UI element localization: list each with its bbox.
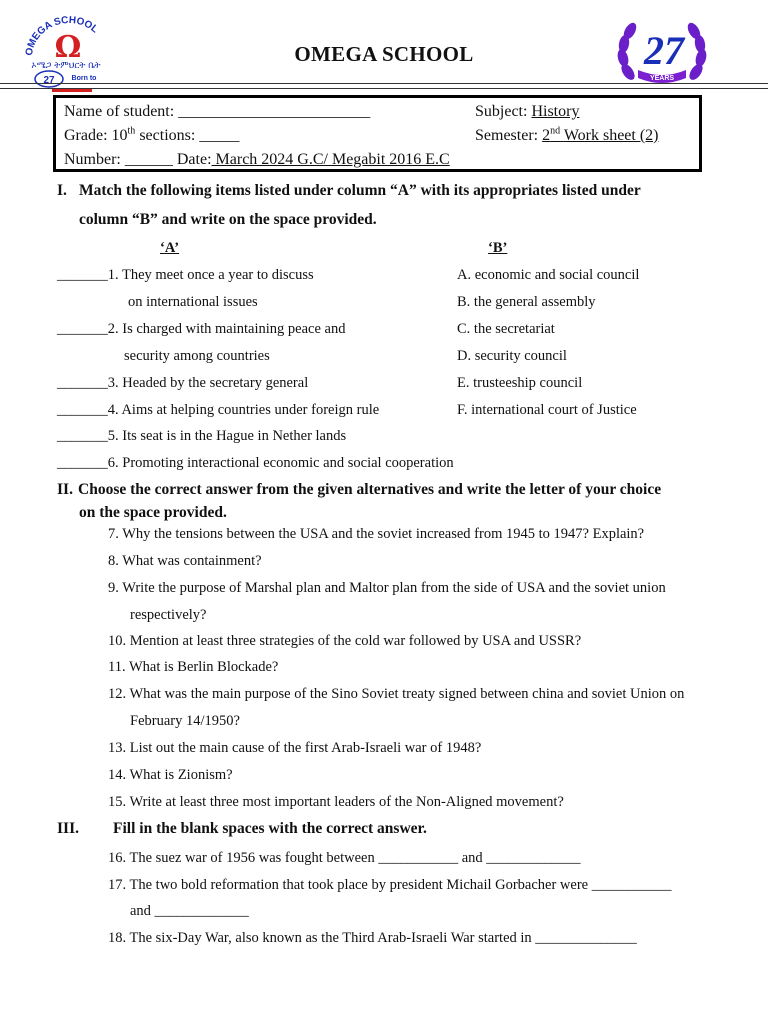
grade-row — [64, 127, 239, 145]
anniversary-number: 27 — [644, 28, 684, 73]
match-item-2-cont: security among countries — [124, 348, 270, 364]
match-item-text: 4. Aims at helping countries under foreign rule — [107, 402, 380, 418]
logo-arc-text: OMEGA SCHOOL — [23, 16, 101, 57]
question-number: 11. — [108, 659, 126, 675]
question-13 — [108, 740, 481, 757]
question-number: 13. — [108, 740, 127, 756]
question-11 — [108, 659, 278, 676]
subject-row — [475, 103, 579, 121]
section-3-numeral: III. — [57, 820, 79, 837]
date-label: Date: — [176, 151, 212, 168]
grade-label: Grade: 10 — [64, 127, 128, 144]
question-8 — [108, 553, 262, 570]
match-item-text: 3. Headed by the secretary general — [107, 375, 309, 391]
question-number: 9. — [108, 580, 119, 596]
match-item-6 — [57, 455, 454, 472]
option-e: E. trusteeship council — [457, 375, 583, 391]
question-text: The two bold reformation that took place by president Michail Gorbacher were ___________ — [129, 877, 672, 893]
match-item-4 — [57, 402, 379, 419]
question-number: 17. — [108, 877, 127, 893]
semester-value: Work sheet (2) — [563, 127, 659, 144]
semester-row — [475, 127, 659, 145]
logo-amharic-text: ኦሜጋ ትምህርት ቤት — [31, 61, 101, 71]
semester-sup: nd — [550, 125, 561, 137]
question-number: 15. — [108, 794, 127, 810]
question-text: Write the purpose of Marshal plan and Maltor plan from the side of USA and the soviet union — [122, 580, 666, 596]
question-15 — [108, 794, 564, 811]
section-3-title: Fill in the blank spaces with the correct answer. — [113, 820, 427, 837]
question-12-cont: February 14/1950? — [130, 713, 240, 729]
question-17 — [108, 877, 671, 894]
question-17-cont: and _____________ — [130, 903, 249, 919]
section-1-instruction-line2: column “B” and write on the space provided. — [79, 211, 377, 228]
number-date-row — [64, 151, 450, 169]
question-text: What was the main purpose of the Sino Soviet treaty signed between china and soviet Union on — [129, 686, 685, 702]
section-2-numeral: II. — [57, 481, 73, 498]
match-item-1-cont: on international issues — [128, 294, 258, 310]
logo-number: 27 — [43, 75, 55, 86]
match-item-1 — [57, 267, 314, 284]
question-text: Why the tensions between the USA and the soviet increased from 1945 to 1947? Explain? — [122, 526, 645, 542]
question-text: What was containment? — [122, 553, 262, 569]
question-number: 7. — [108, 526, 119, 542]
match-blank[interactable]: _______ — [57, 455, 108, 471]
option-d: D. security council — [457, 348, 567, 364]
semester-label: Semester: — [475, 127, 539, 144]
column-a-heading: ‘A’ — [160, 240, 180, 256]
match-blank[interactable]: _______ — [57, 375, 108, 391]
match-item-text: 1. They meet once a year to discuss — [107, 267, 314, 283]
option-c: C. the secretariat — [457, 321, 555, 337]
student-name-row — [64, 103, 370, 121]
match-item-text: 2. Is charged with maintaining peace and — [107, 321, 346, 337]
date-value: March 2024 G.C/ Megabit 2016 E.C — [211, 151, 450, 168]
question-text: What is Zionism? — [129, 767, 233, 783]
question-7 — [108, 526, 644, 543]
match-item-5 — [57, 428, 346, 445]
section-1-instruction-line1: Match the following items listed under column “A” with its appropriates listed under — [79, 182, 641, 199]
option-b: B. the general assembly — [457, 294, 596, 310]
student-name-label: Name of student: — [64, 103, 175, 120]
option-f: F. international court of Justice — [457, 402, 637, 418]
semester-value-group — [542, 127, 658, 144]
question-text: The suez war of 1956 was fought between ___________ and _____________ — [129, 850, 581, 866]
match-item-2 — [57, 321, 345, 338]
question-number: 8. — [108, 553, 119, 569]
question-18 — [108, 930, 637, 947]
question-number: 14. — [108, 767, 127, 783]
match-blank[interactable]: _______ — [57, 402, 108, 418]
match-item-text: 5. Its seat is in the Hague in Nether lands — [107, 428, 347, 444]
question-text: The six-Day War, also known as the Third Arab-Israeli War started in ______________ — [129, 930, 637, 946]
sections-label: sections: — [139, 127, 196, 144]
logo-born-to: Born to — [71, 75, 97, 82]
option-a: A. economic and social council — [457, 267, 640, 283]
match-item-3 — [57, 375, 308, 392]
section-2-instruction-line1: Choose the correct answer from the given alternatives and write the letter of your choice — [78, 481, 662, 498]
question-text: Write at least three most important leaders of the Non-Aligned movement? — [129, 794, 564, 810]
school-title: OMEGA SCHOOL — [294, 42, 474, 66]
number-label: Number: — [64, 151, 121, 168]
question-number: 18. — [108, 930, 127, 946]
question-text: List out the main cause of the first Arab-Israeli war of 1948? — [129, 740, 482, 756]
subject-value: History — [531, 103, 580, 120]
number-blank[interactable]: ______ — [124, 151, 173, 168]
question-number: 12. — [108, 686, 127, 702]
question-14 — [108, 767, 233, 784]
question-16 — [108, 850, 581, 867]
svg-text:Ω: Ω — [54, 30, 82, 65]
question-text: What is Berlin Blockade? — [128, 659, 279, 675]
sections-blank[interactable]: _____ — [199, 127, 240, 144]
match-blank[interactable]: _______ — [57, 428, 108, 444]
match-blank[interactable]: _______ — [57, 267, 108, 283]
column-b-heading: ‘B’ — [488, 240, 508, 256]
question-text: Mention at least three strategies of the cold war followed by USA and USSR? — [129, 633, 582, 649]
student-name-blank[interactable]: ________________________ — [178, 103, 371, 120]
question-9-cont: respectively? — [130, 607, 207, 623]
section-2-instruction-line2: on the space provided. — [79, 504, 227, 521]
match-blank[interactable]: _______ — [57, 321, 108, 337]
anniversary-years: YEARS — [649, 75, 675, 82]
section-1-numeral: I. — [57, 182, 67, 199]
header-rule-bottom — [0, 88, 768, 89]
question-number: 10. — [108, 633, 127, 649]
header-rule-top — [0, 83, 768, 84]
match-item-text: 6. Promoting interactional economic and social cooperation — [107, 455, 454, 471]
grade-sup: th — [127, 125, 136, 137]
question-10 — [108, 633, 581, 650]
question-9 — [108, 580, 666, 597]
semester-num: 2 — [542, 127, 551, 144]
subject-label: Subject: — [475, 103, 528, 120]
question-number: 16. — [108, 850, 127, 866]
question-12 — [108, 686, 684, 703]
anniversary-27-years-logo — [614, 14, 710, 94]
